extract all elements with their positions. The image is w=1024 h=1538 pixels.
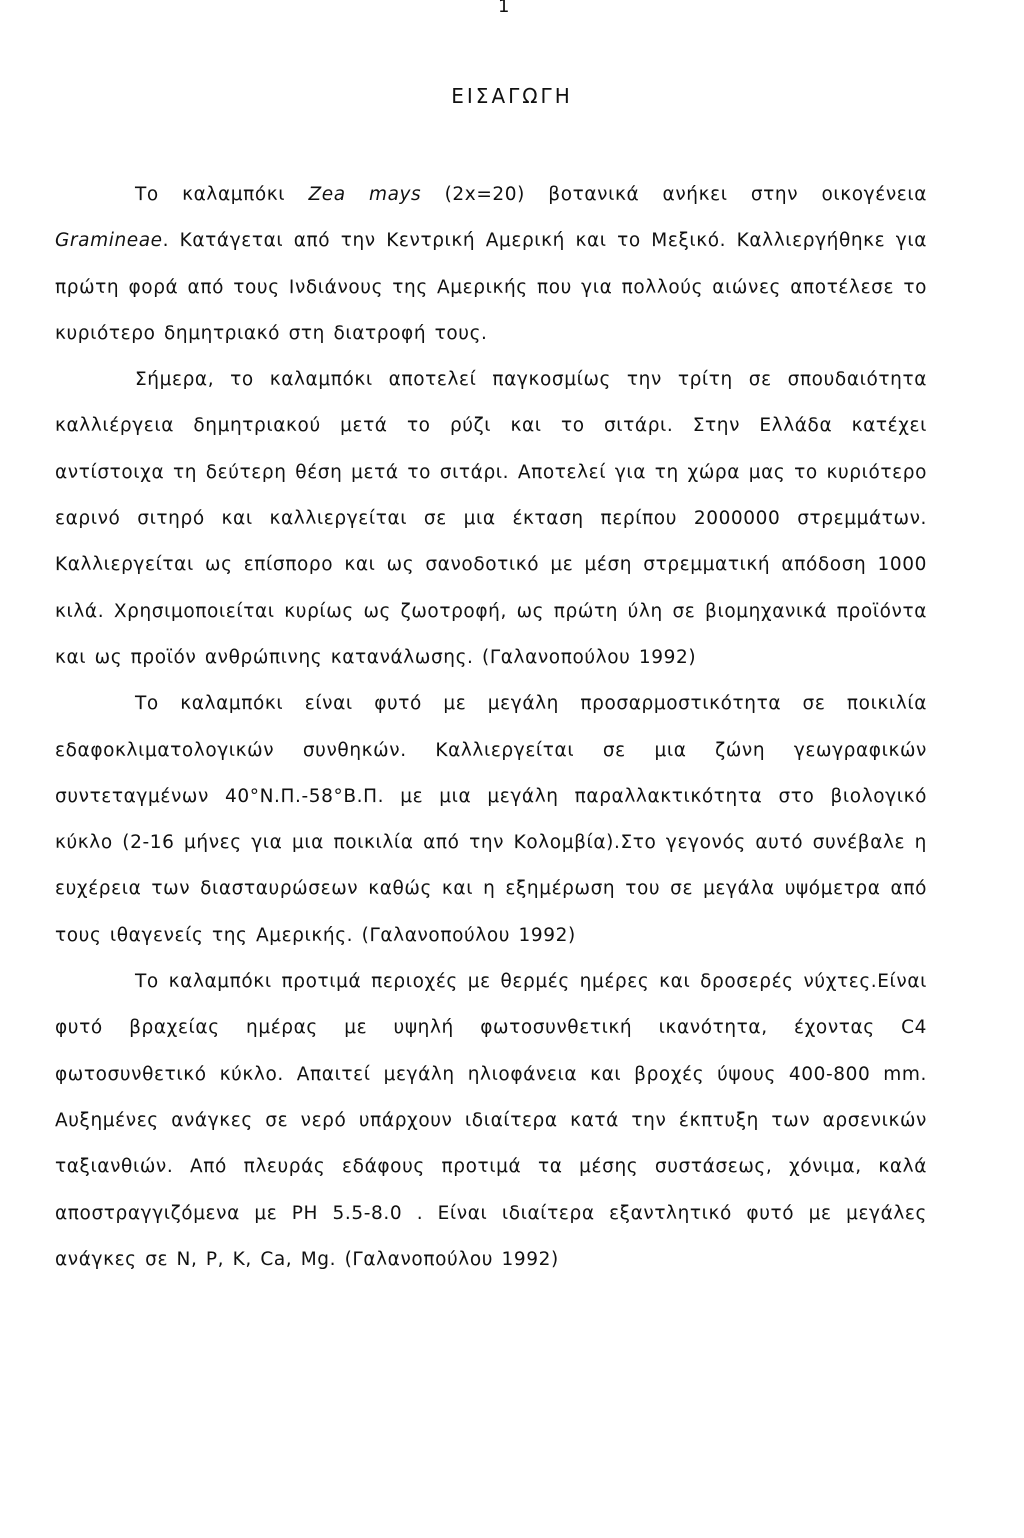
paragraph-2: Σήμερα, το καλαμπόκι αποτελεί παγκοσμίως την τρίτη σε σπουδαιότητα καλλιέργεια δημητριακού μετά το ρύζι και το σιτάρι. Στην Ελλάδα κατέχει αντίστοιχα τη δεύτερη θέση μετά το σιτάρι. Αποτελεί για τη χώρα μας το κυριότερο εαρινό σιτηρό και καλλιεργείται σε μια έκταση περίπου 2000000 στρεμμάτων. Καλλιεργείται ως επίσπορο και ως σανοδοτικό με μέση στρεμματική απόδοση 1000 κιλά. Χρησιμοποιείται κυρίως ως ζωοτροφή, ως πρώτη ύλη σε βιομηχανικά προϊόντα και ως προϊόν ανθρώπινης κατανάλωσης. (Γαλανοπούλου 1992) (55, 369, 927, 668)
paragraph-4: Το καλαμπόκι προτιμά περιοχές με θερμές ημέρες και δροσερές νύχτες.Είναι φυτό βραχείας ημέρας με υψηλή φωτοσυνθετική ικανότητα, έχοντας C4 φωτοσυνθετικό κύκλο. Απαιτεί μεγάλη ηλιοφάνεια και βροχές ύψους 400-800 mm. Αυξημένες ανάγκες σε νερό υπάρχουν ιδιαίτερα κατά την έκπτυξη των αρσενικών ταξιανθιών. Από πλευράς εδάφους προτιμά τα μέσης συστάσεως, χόνιμα, καλά αποστραγγιζόμενα με PH 5.5-8.0 . Είναι ιδιαίτερα εξαντλητικό φυτό με μεγάλες ανάγκες σε N, P, K, Ca, Mg. (Γαλανοπούλου 1992) (55, 971, 927, 1270)
family-name: Gramineae (55, 230, 163, 252)
paragraph-1-text-a: Το καλαμπόκι (135, 184, 309, 205)
document-body (55, 172, 927, 1283)
paragraph-1-text-c: . Κατάγεται από την Κεντρική Αμερική και το Μεξικό. Καλλιεργήθηκε για πρώτη φορά από τους Ινδιάνους της Αμερικής που για πολλούς αιώνες αποτέλεσε το κυριότερο δημητριακό στη διατροφή τους. (55, 230, 927, 344)
page-number: 1 (498, 0, 511, 17)
page-title: ΕΙΣΑΓΩΓΗ (451, 84, 573, 108)
paragraph-3: Το καλαμπόκι είναι φυτό με μεγάλη προσαρμοστικότητα σε ποικιλία εδαφοκλιματολογικών συνθηκών. Καλλιεργείται σε μια ζώνη γεωγραφικών συντεταγμένων 40°Ν.Π.-58°Β.Π. με μια μεγάλη παραλλακτικότητα στο βιολογικό κύκλο (2-16 μήνες για μια ποικιλία από την Κολομβία).Στο γεγονός αυτό συνέβαλε η ευχέρεια των διασταυρώσεων καθώς και η εξημέρωση του σε μεγάλα υψόμετρα από τους ιθαγενείς της Αμερικής. (Γαλανοπούλου 1992) (55, 693, 927, 946)
species-name: Zea mays (308, 184, 422, 205)
paragraph-1 (55, 172, 927, 357)
paragraph-1-text-b: (2x=20) βοτανικά ανήκει στην οικογένεια (421, 184, 928, 205)
